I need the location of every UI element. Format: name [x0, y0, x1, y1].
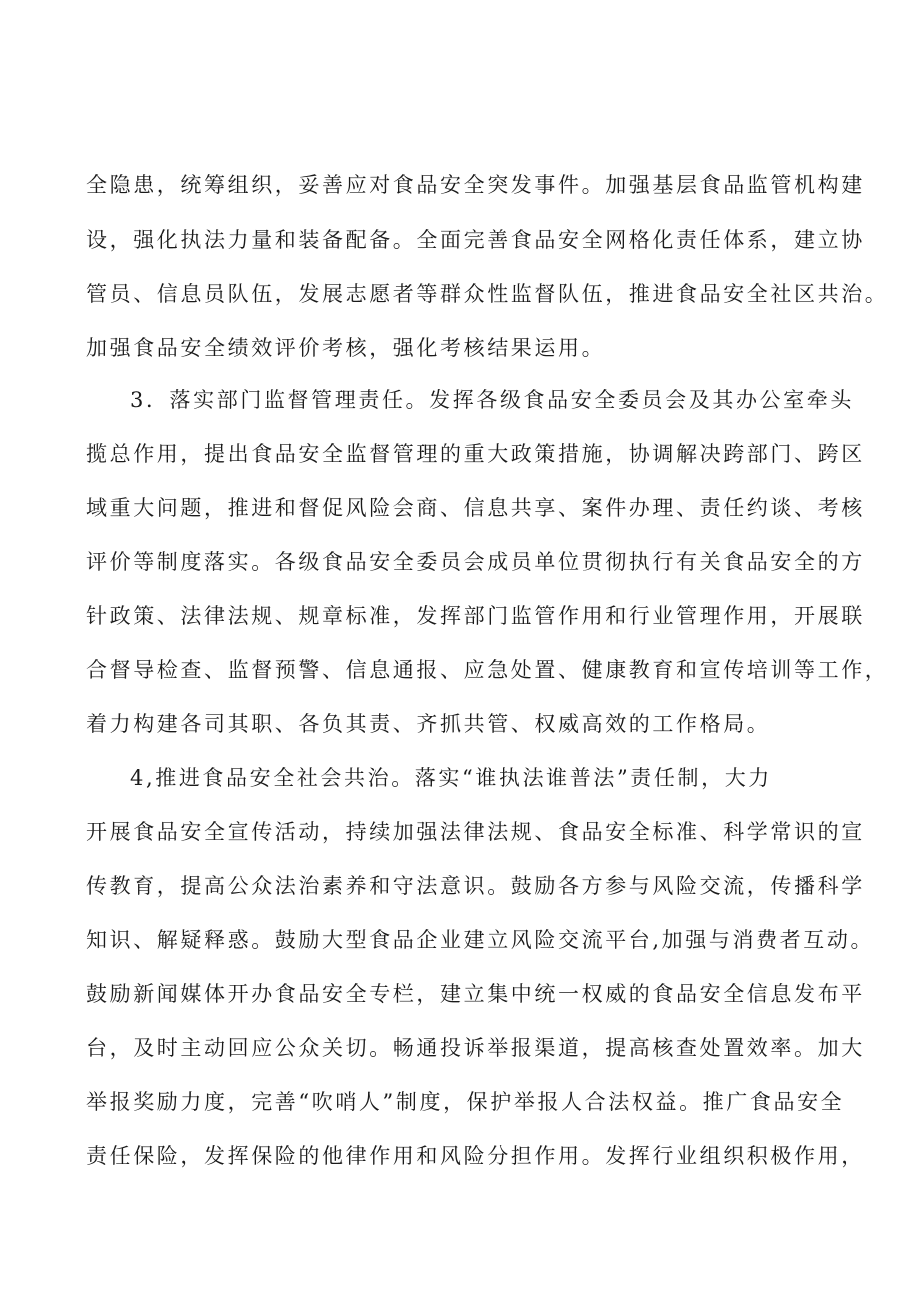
text-line: 传教育，提高公众法治素养和守法意识。鼓励各方参与风险交流，传播科学 — [86, 874, 865, 898]
text-line: 评价等制度落实。各级食品安全委员会成员单位贯彻执行有关食品安全的方 — [86, 550, 865, 574]
text-line: 责任保险，发挥保险的他律作用和风险分担作用。发挥行业组织积极作用， — [86, 1144, 865, 1168]
text-line: 管员、信息员队伍，发展志愿者等群众性监督队伍，推进食品安全社区共治。 — [86, 282, 889, 306]
text-line: 举报奖励力度，完善“吹哨人”制度，保护举报人合法权益。推广食品安全 — [86, 1090, 845, 1114]
text-line: 合督导检查、监督预警、信息通报、应急处置、健康教育和宣传培训等工作， — [86, 658, 889, 682]
text-line: 知识、解疑释惑。鼓励大型食品企业建立风险交流平台,加强与消费者互动。 — [86, 928, 875, 952]
text-line: 3．落实部门监督管理责任。发挥各级食品安全委员会及其办公室牵头 — [130, 388, 854, 412]
text-line: 全隐患，统筹组织，妥善应对食品安全突发事件。加强基层食品监管机构建 — [86, 173, 865, 197]
text-line: 揽总作用，提出食品安全监督管理的重大政策措施，协调解决跨部门、跨区 — [86, 442, 865, 466]
text-line: 开展食品安全宣传活动，持续加强法律法规、食品安全标准、科学常识的宣 — [86, 820, 865, 844]
text-line: 鼓励新闻媒体开办食品安全专栏，建立集中统一权威的食品安全信息发布平 — [86, 982, 865, 1006]
text-line: 针政策、法律法规、规章标准，发挥部门监管作用和行业管理作用，开展联 — [86, 604, 865, 628]
text-line: 台，及时主动回应公众关切。畅通投诉举报渠道，提高核查处置效率。加大 — [86, 1036, 865, 1060]
text-line: 设，强化执法力量和装备配备。全面完善食品安全网格化责任体系，建立协 — [86, 228, 865, 252]
text-line: 域重大问题，推进和督促风险会商、信息共享、案件办理、责任约谈、考核 — [86, 496, 865, 520]
text-line: 加强食品安全绩效评价考核，强化考核结果运用。 — [86, 336, 606, 360]
text-line: 4,推进食品安全社会共治。落实“谁执法谁普法”责任制，大力 — [130, 766, 772, 790]
text-line: 着力构建各司其职、各负其责、齐抓共管、权威高效的工作格局。 — [86, 712, 771, 736]
